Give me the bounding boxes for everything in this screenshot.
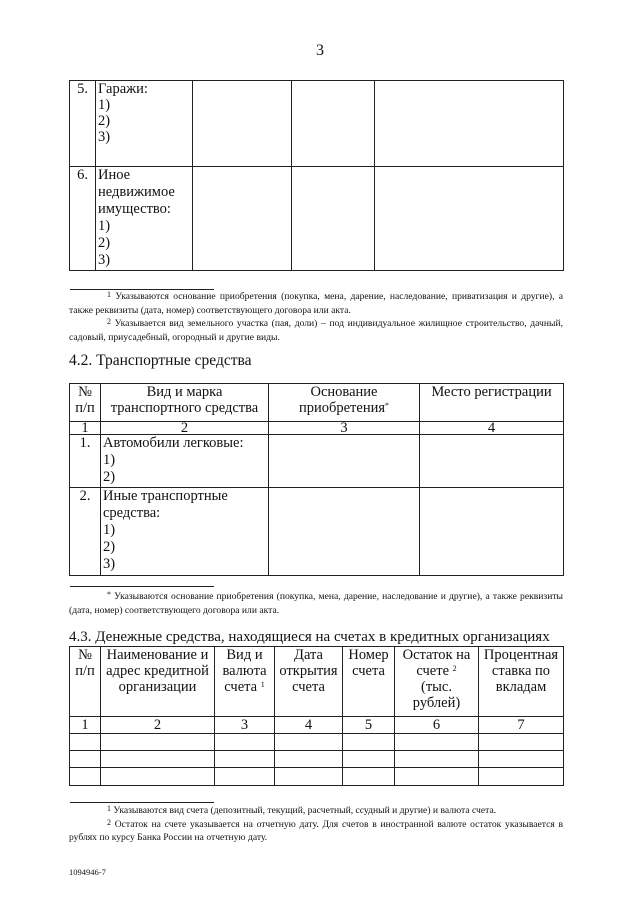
col-number: 6 [395,717,479,734]
column-number-row [70,422,564,435]
col-number: 4 [420,422,564,435]
row-title: Иные транспортные [103,488,228,504]
section-title-bank-accounts: 4.3. Денежные средства, находящиеся на счетах в кредитных организациях [69,629,550,645]
footnote-text: Остаток на счете указывается на отчетную дату. Для счетов в иностранной валюте остаток [114,818,502,830]
list-item: 3) [98,129,111,145]
empty-cell [375,167,564,271]
header-num: № п/п [70,384,101,422]
header-registration-place: Место регистрации [420,384,564,422]
footnote-text: Указываются вид счета (депозитный, текущий, расчетный, ссудный и другие) и валюта счета. [113,805,497,816]
col-number: 2 [101,717,215,734]
list-item: 1) [98,97,111,113]
footnote-text: Указывается вид земельного участка (пая, доли) – под индивидуальное жилищное строительство, [114,318,527,329]
col-number: 5 [343,717,395,734]
col-number: 1 [70,422,101,435]
footnotes-real-estate [69,290,563,344]
empty-cell [420,488,564,576]
footnote-text: реквизиты (дата, номер) соответствующего договора или акта. [69,591,563,616]
footnote-text: Указываются основание приобретения (покупка, мена, дарение, наследование, приватизация и [115,291,517,302]
row-title: имущество: [98,201,171,217]
header-interest-rate: Процентная ставка по вкладам [479,647,564,717]
footnote-mark: * [385,401,390,410]
footnote-text: другие), а также реквизиты (дата, номер) соответствующего договора или акта. [69,291,563,316]
list-item: 2) [103,539,116,555]
table-row [70,435,564,488]
footnote-vehicles [69,590,563,617]
footnote-mark: 2 [107,317,111,326]
footnote-1 [69,804,563,818]
header-bank-name: Наименование и адрес кредитной организации [101,647,215,717]
footnote-1 [69,290,563,317]
footnote-divider [70,586,214,587]
row-number: 5. [70,81,96,167]
row-title-cell [101,488,269,576]
header-vehicle-type: Вид и марка транспортного средства [101,384,269,422]
empty-cell [269,488,420,576]
row-number: 2. [70,488,101,576]
row-number: 1. [70,435,101,488]
row-number: 6. [70,167,96,271]
header-open-date: Дата открытия счета [275,647,343,717]
footnote-mark: 1 [260,680,265,689]
footnote-text: указывается в рублях по курсу Банка России на отчетную дату. [69,818,564,843]
document-code: 1094946-7 [69,867,106,877]
empty-cell [292,81,375,167]
row-title: недвижимое [98,184,175,200]
bank-accounts-table [69,646,564,786]
header-account-number: Номер счета [343,647,395,717]
table-row [70,167,564,271]
list-item: 1) [103,452,116,468]
footnote-2 [69,818,563,845]
footnote-mark: 1 [107,804,111,813]
list-item: 2) [103,469,116,485]
header-account-type: Вид и валюта счета $^1$ [215,647,275,717]
footnotes-bank-accounts [69,804,563,845]
col-number: 1 [70,717,101,734]
table-row [70,751,564,768]
real-estate-table [69,80,564,271]
row-title: Иное [98,167,131,183]
list-item: 3) [103,556,116,572]
column-number-row [70,717,564,734]
list-item: 1) [98,218,111,234]
col-number: 3 [215,717,275,734]
list-item: 1) [103,522,116,538]
row-title-cell [96,81,193,167]
empty-cell [269,435,420,488]
header-row [70,384,564,422]
footnote-text: Указываются основание приобретения (покупка, мена, дарение, наследование и другие), а также [114,591,517,602]
header-num: № п/п [70,647,101,717]
table-row [70,81,564,167]
table-row [70,488,564,576]
list-item: 2) [98,235,111,251]
empty-cell [420,435,564,488]
vehicles-table [69,383,564,576]
row-title-cell [101,435,269,488]
list-item: 2) [98,113,111,129]
footnote-mark: * [107,590,111,599]
row-title: средства: [103,505,161,521]
footnote-mark: 2 [107,817,111,827]
row-title-cell [96,167,193,271]
row-title: Автомобили легковые: [103,435,244,451]
section-title-vehicles: 4.2. Транспортные средства [69,352,252,369]
header-acquisition-basis: Основание приобретения* [269,384,420,422]
page-number: 3 [316,42,324,59]
header-row [70,647,564,717]
col-number: 7 [479,717,564,734]
empty-cell [292,167,375,271]
table-row [70,734,564,751]
header-balance: Остаток на счете $^2$ (тыс. рублей) [395,647,479,717]
row-title: Гаражи: [98,81,148,97]
col-number: 3 [269,422,420,435]
footnote-2 [69,317,563,344]
empty-cell [193,167,292,271]
empty-cell [375,81,564,167]
footnote-text: дачный, садовый, приусадебный, огородный и другие виды. [69,318,563,343]
table-row [70,768,564,786]
footnote-mark: 1 [107,290,111,299]
list-item: 3) [98,252,111,268]
empty-cell [193,81,292,167]
col-number: 4 [275,717,343,734]
col-number: 2 [101,422,269,435]
footnote-divider [70,802,214,803]
footnote-mark: 2 [452,664,457,673]
